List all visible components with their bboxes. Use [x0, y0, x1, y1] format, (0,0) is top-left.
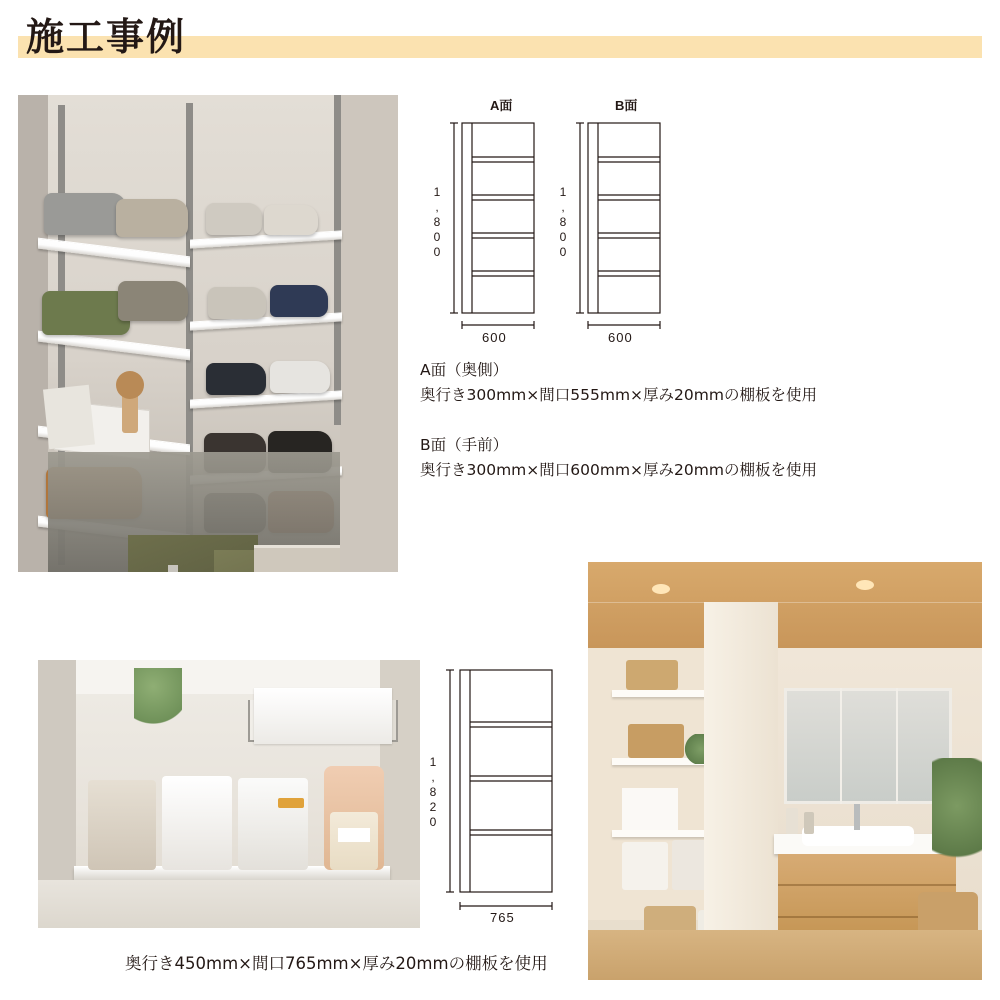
photo3-downlight	[652, 584, 670, 594]
photo2-storage-box	[88, 780, 156, 870]
page-header	[0, 0, 1000, 70]
photo1-rail-right	[334, 95, 341, 425]
photo-shoe-closet	[18, 95, 398, 572]
drawing-b-width: 600	[608, 330, 633, 345]
photo1-shoe	[270, 285, 328, 317]
drawing-a-height: 1,800	[430, 185, 444, 260]
caption-bottom: 奥行き450mm×間口765mm×厚み20mmの棚板を使用	[125, 954, 548, 973]
photo3-ceiling	[588, 562, 982, 648]
spec-a-text: 奥行き300mm×間口555mm×厚み20mmの棚板を使用	[420, 386, 817, 404]
photo3-floor	[588, 930, 982, 980]
photo-under-sink-storage	[38, 660, 420, 928]
spec-b-text: 奥行き300mm×間口600mm×厚み20mmの棚板を使用	[420, 461, 817, 479]
photo3-basket	[626, 660, 678, 690]
drawing-a-width: 600	[482, 330, 507, 345]
photo3-basket	[628, 724, 684, 758]
photo3-bottle	[804, 812, 814, 834]
photo2-storage-box	[162, 776, 232, 870]
photo3-ceiling-line	[588, 602, 982, 603]
page-title: 施工事例	[26, 15, 187, 59]
photo3-storage-bin	[622, 842, 668, 890]
drawing-b-label: B面	[615, 98, 638, 113]
spec-a-title: A面（奥側）	[420, 361, 509, 379]
photo1-shoe	[44, 193, 126, 235]
photo1-shoe	[42, 291, 130, 335]
photo2-plant	[134, 668, 182, 730]
drawing-ab-svg	[420, 113, 720, 358]
drawing-b-height: 1,800	[556, 185, 570, 260]
photo2-floor	[38, 880, 420, 928]
photo2-jar-label	[338, 828, 370, 842]
photo1-umbrella	[168, 565, 178, 572]
photo1-shoe	[264, 205, 318, 235]
photo-washroom	[588, 562, 982, 980]
photo1-shoe	[206, 203, 262, 235]
drawing-c-svg	[432, 660, 582, 930]
photo3-faucet	[854, 804, 860, 830]
drawing-c	[426, 660, 582, 930]
photo1-diffuser-ball	[116, 371, 144, 399]
photo1-shoe	[270, 361, 330, 393]
photo3-bottle	[786, 808, 798, 834]
photo1-shoe	[208, 287, 266, 319]
photo1-shoe	[118, 281, 188, 321]
drawing-c-width: 765	[490, 910, 515, 925]
photo2-storage-box	[238, 778, 308, 870]
photo3-towels	[622, 788, 678, 830]
spec-b-title: B面（手前）	[420, 436, 509, 454]
photo3-side-plant	[932, 758, 982, 878]
photo3-downlight	[856, 580, 874, 590]
photo3-mirror-cabinet	[784, 688, 952, 804]
photo1-towels	[254, 545, 340, 572]
photo3-mirror-divider	[840, 688, 842, 804]
photo1-frame	[43, 385, 95, 449]
photo2-towels	[254, 688, 392, 744]
drawing-a-label: A面	[490, 98, 513, 113]
photo1-shoe	[206, 363, 266, 395]
photo3-mirror-divider	[896, 688, 898, 804]
photo3-drawer-line	[778, 884, 956, 886]
photo3-pillar	[704, 602, 778, 930]
photo1-shoe	[116, 199, 188, 237]
photo1-right-wall	[340, 95, 398, 572]
photo2-accent-strip	[278, 798, 304, 808]
drawing-c-height: 1,820	[426, 755, 440, 830]
drawing-ab	[420, 95, 720, 345]
